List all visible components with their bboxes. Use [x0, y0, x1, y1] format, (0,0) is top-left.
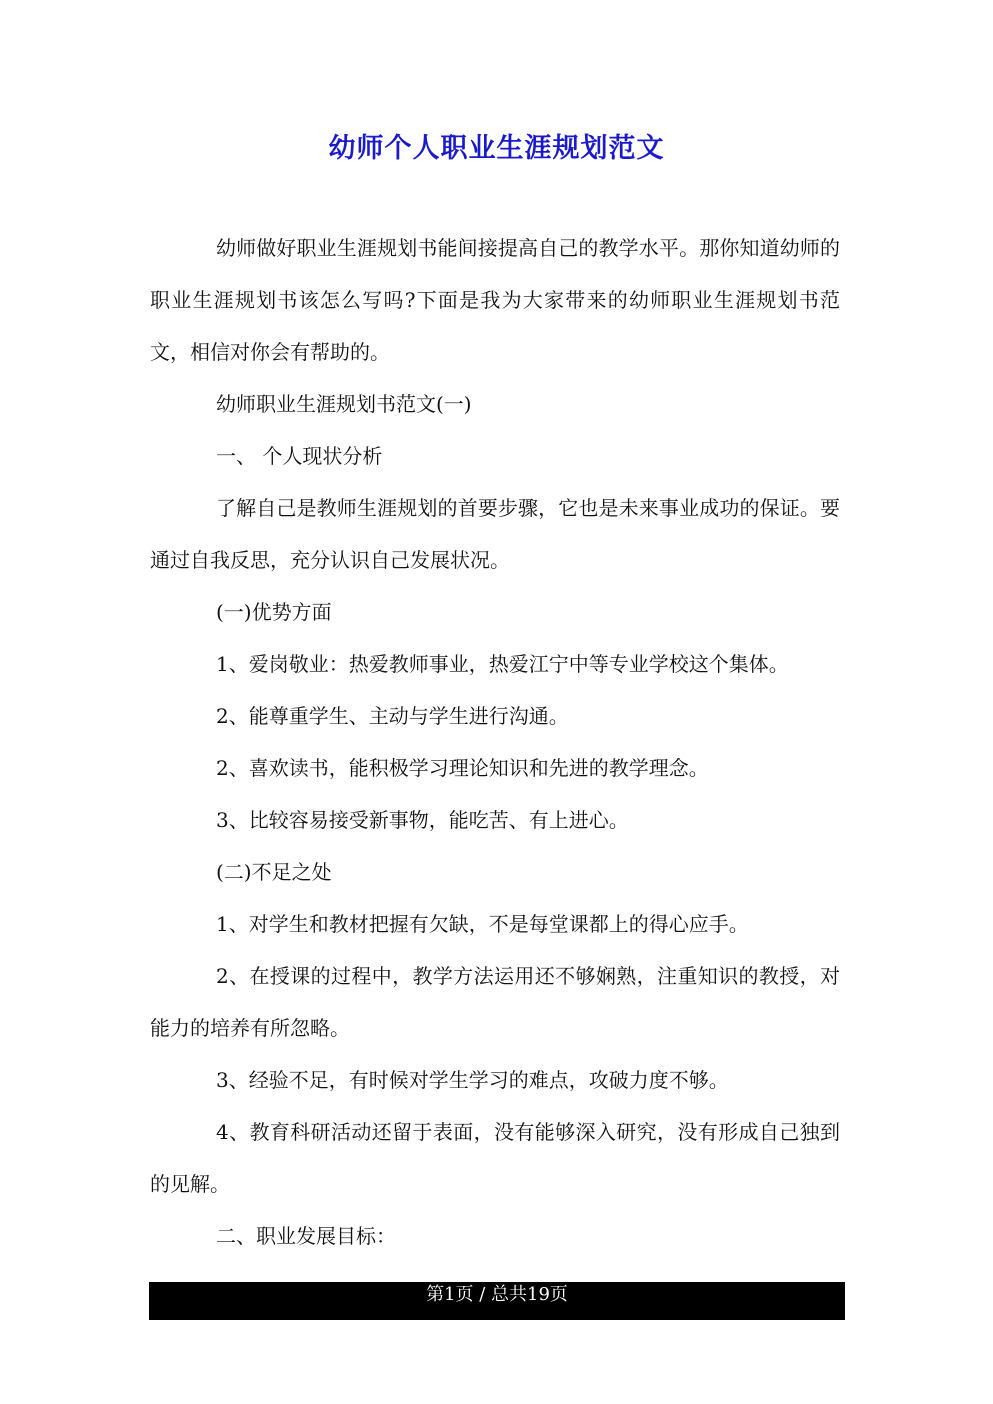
list-item: 4、教育科研活动还留于表面，没有能够深入研究，没有形成自己独到的见解。 [150, 1120, 840, 1196]
paragraph-self-understanding: 了解自己是教师生涯规划的首要步骤，它也是未来事业成功的保证。要通过自我反思，充分认识自己发展状况。 [150, 496, 840, 572]
page-footer-bar [149, 1282, 845, 1320]
section-heading-goals: 二、职业发展目标： [216, 1224, 396, 1248]
subheading-weaknesses: (二)不足之处 [216, 860, 332, 884]
paragraph-sample-heading: 幼师职业生涯规划书范文(一) [216, 392, 472, 416]
list-item: 2、喜欢读书，能积极学习理论知识和先进的教学理念。 [216, 756, 709, 780]
document-title: 幼师个人职业生涯规划范文 [328, 133, 665, 164]
paragraph-intro: 幼师做好职业生涯规划书能间接提高自己的教学水平。那你知道幼师的职业生涯规划书该怎么写吗?下面是我为大家带来的幼师职业生涯规划书范文，相信对你会有帮助的。 [150, 236, 840, 364]
list-item: 2、在授课的过程中，教学方法运用还不够娴熟，注重知识的教授，对能力的培养有所忽略。 [150, 964, 840, 1040]
list-item: 3、比较容易接受新事物，能吃苦、有上进心。 [216, 808, 629, 832]
list-item: 1、爱岗敬业：热爱教师事业，热爱江宁中等专业学校这个集体。 [216, 652, 789, 676]
document-body [150, 222, 840, 1262]
list-item: 3、经验不足，有时候对学生学习的难点，攻破力度不够。 [216, 1068, 729, 1092]
subheading-advantages: (一)优势方面 [216, 600, 332, 624]
page-number-label: 第1页 / 总共19页 [426, 1284, 568, 1305]
section-heading-status: 一、 个人现状分析 [216, 444, 383, 468]
list-item: 1、对学生和教材把握有欠缺，不是每堂课都上的得心应手。 [216, 912, 749, 936]
list-item: 2、能尊重学生、主动与学生进行沟通。 [216, 704, 569, 728]
